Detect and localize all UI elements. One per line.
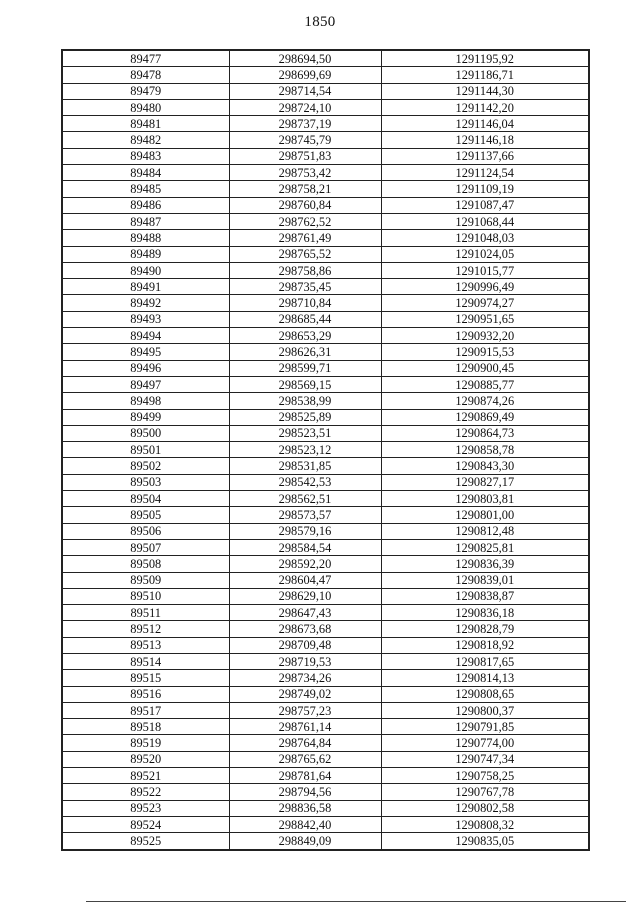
table-row: [62, 833, 589, 850]
y-coordinate-cell: 1290812,48: [381, 523, 589, 539]
point-number-cell: 89506: [62, 523, 229, 539]
point-number-cell: 89511: [62, 605, 229, 621]
point-number-cell: 89519: [62, 735, 229, 751]
table-row: [62, 637, 589, 653]
x-coordinate-cell: 298531,85: [229, 458, 381, 474]
point-number-cell: 89520: [62, 751, 229, 767]
table-row: [62, 181, 589, 197]
x-coordinate-cell: 298629,10: [229, 588, 381, 604]
y-coordinate-cell: 1290864,73: [381, 425, 589, 441]
x-coordinate-cell: 298562,51: [229, 491, 381, 507]
x-coordinate-cell: 298761,14: [229, 719, 381, 735]
table-row: [62, 458, 589, 474]
x-coordinate-cell: 298584,54: [229, 539, 381, 555]
table-row: [62, 800, 589, 816]
point-number-cell: 89489: [62, 246, 229, 262]
y-coordinate-cell: 1290974,27: [381, 295, 589, 311]
x-coordinate-cell: 298579,16: [229, 523, 381, 539]
x-coordinate-cell: 298781,64: [229, 768, 381, 784]
x-coordinate-cell: 298765,52: [229, 246, 381, 262]
x-coordinate-cell: 298794,56: [229, 784, 381, 800]
point-number-cell: 89518: [62, 719, 229, 735]
point-number-cell: 89516: [62, 686, 229, 702]
coordinates-table: [61, 49, 590, 851]
point-number-cell: 89509: [62, 572, 229, 588]
table-row: [62, 67, 589, 83]
x-coordinate-cell: 298735,45: [229, 279, 381, 295]
table-row: [62, 768, 589, 784]
table-row: [62, 507, 589, 523]
table-row: [62, 474, 589, 490]
x-coordinate-cell: 298724,10: [229, 99, 381, 115]
point-number-cell: 89525: [62, 833, 229, 850]
table-row: [62, 230, 589, 246]
table-row: [62, 360, 589, 376]
x-coordinate-cell: 298709,48: [229, 637, 381, 653]
y-coordinate-cell: 1291015,77: [381, 262, 589, 278]
table-row: [62, 686, 589, 702]
x-coordinate-cell: 298751,83: [229, 148, 381, 164]
point-number-cell: 89505: [62, 507, 229, 523]
y-coordinate-cell: 1290900,45: [381, 360, 589, 376]
point-number-cell: 89485: [62, 181, 229, 197]
y-coordinate-cell: 1290803,81: [381, 491, 589, 507]
y-coordinate-cell: 1290818,92: [381, 637, 589, 653]
table-row: [62, 116, 589, 132]
table-row: [62, 295, 589, 311]
x-coordinate-cell: 298761,49: [229, 230, 381, 246]
table-row: [62, 702, 589, 718]
point-number-cell: 89510: [62, 588, 229, 604]
page-number: 1850: [304, 14, 336, 30]
y-coordinate-cell: 1290808,65: [381, 686, 589, 702]
x-coordinate-cell: 298762,52: [229, 213, 381, 229]
point-number-cell: 89479: [62, 83, 229, 99]
y-coordinate-cell: 1290747,34: [381, 751, 589, 767]
y-coordinate-cell: 1291142,20: [381, 99, 589, 115]
x-coordinate-cell: 298538,99: [229, 393, 381, 409]
y-coordinate-cell: 1290932,20: [381, 328, 589, 344]
x-coordinate-cell: 298749,02: [229, 686, 381, 702]
table-row: [62, 523, 589, 539]
table-row: [62, 50, 589, 67]
point-number-cell: 89490: [62, 262, 229, 278]
point-number-cell: 89508: [62, 556, 229, 572]
table-row: [62, 784, 589, 800]
point-number-cell: 89513: [62, 637, 229, 653]
y-coordinate-cell: 1290808,32: [381, 816, 589, 832]
x-coordinate-cell: 298760,84: [229, 197, 381, 213]
table-row: [62, 279, 589, 295]
y-coordinate-cell: 1291186,71: [381, 67, 589, 83]
x-coordinate-cell: 298673,68: [229, 621, 381, 637]
point-number-cell: 89492: [62, 295, 229, 311]
table-row: [62, 83, 589, 99]
y-coordinate-cell: 1290915,53: [381, 344, 589, 360]
y-coordinate-cell: 1290802,58: [381, 800, 589, 816]
point-number-cell: 89517: [62, 702, 229, 718]
table-row: [62, 719, 589, 735]
x-coordinate-cell: 298842,40: [229, 816, 381, 832]
x-coordinate-cell: 298699,69: [229, 67, 381, 83]
x-coordinate-cell: 298757,23: [229, 702, 381, 718]
bottom-rule: [86, 901, 626, 902]
table-row: [62, 588, 589, 604]
y-coordinate-cell: 1290827,17: [381, 474, 589, 490]
x-coordinate-cell: 298737,19: [229, 116, 381, 132]
point-number-cell: 89521: [62, 768, 229, 784]
y-coordinate-cell: 1291195,92: [381, 50, 589, 67]
y-coordinate-cell: 1290874,26: [381, 393, 589, 409]
y-coordinate-cell: 1291068,44: [381, 213, 589, 229]
point-number-cell: 89503: [62, 474, 229, 490]
y-coordinate-cell: 1290835,05: [381, 833, 589, 850]
point-number-cell: 89478: [62, 67, 229, 83]
point-number-cell: 89501: [62, 442, 229, 458]
point-number-cell: 89504: [62, 491, 229, 507]
y-coordinate-cell: 1291124,54: [381, 165, 589, 181]
point-number-cell: 89497: [62, 376, 229, 392]
x-coordinate-cell: 298647,43: [229, 605, 381, 621]
point-number-cell: 89515: [62, 670, 229, 686]
x-coordinate-cell: 298573,57: [229, 507, 381, 523]
table-row: [62, 572, 589, 588]
x-coordinate-cell: 298765,62: [229, 751, 381, 767]
x-coordinate-cell: 298569,15: [229, 376, 381, 392]
table-row: [62, 197, 589, 213]
table-row: [62, 246, 589, 262]
table-row: [62, 621, 589, 637]
table-row: [62, 148, 589, 164]
point-number-cell: 89488: [62, 230, 229, 246]
x-coordinate-cell: 298734,26: [229, 670, 381, 686]
table-row: [62, 816, 589, 832]
table-row: [62, 670, 589, 686]
y-coordinate-cell: 1290838,87: [381, 588, 589, 604]
point-number-cell: 89524: [62, 816, 229, 832]
point-number-cell: 89486: [62, 197, 229, 213]
y-coordinate-cell: 1290839,01: [381, 572, 589, 588]
point-number-cell: 89498: [62, 393, 229, 409]
y-coordinate-cell: 1291137,66: [381, 148, 589, 164]
y-coordinate-cell: 1290801,00: [381, 507, 589, 523]
point-number-cell: 89491: [62, 279, 229, 295]
point-number-cell: 89500: [62, 425, 229, 441]
y-coordinate-cell: 1290774,00: [381, 735, 589, 751]
x-coordinate-cell: 298753,42: [229, 165, 381, 181]
x-coordinate-cell: 298714,54: [229, 83, 381, 99]
table-row: [62, 425, 589, 441]
x-coordinate-cell: 298604,47: [229, 572, 381, 588]
y-coordinate-cell: 1290996,49: [381, 279, 589, 295]
table-row: [62, 393, 589, 409]
point-number-cell: 89487: [62, 213, 229, 229]
point-number-cell: 89523: [62, 800, 229, 816]
table-row: [62, 409, 589, 425]
x-coordinate-cell: 298764,84: [229, 735, 381, 751]
x-coordinate-cell: 298694,50: [229, 50, 381, 67]
point-number-cell: 89495: [62, 344, 229, 360]
point-number-cell: 89483: [62, 148, 229, 164]
y-coordinate-cell: 1290814,13: [381, 670, 589, 686]
point-number-cell: 89481: [62, 116, 229, 132]
x-coordinate-cell: 298592,20: [229, 556, 381, 572]
y-coordinate-cell: 1290836,39: [381, 556, 589, 572]
y-coordinate-cell: 1291087,47: [381, 197, 589, 213]
y-coordinate-cell: 1291146,18: [381, 132, 589, 148]
point-number-cell: 89522: [62, 784, 229, 800]
table-row: [62, 165, 589, 181]
point-number-cell: 89477: [62, 50, 229, 67]
y-coordinate-cell: 1291146,04: [381, 116, 589, 132]
table-row: [62, 344, 589, 360]
table-row: [62, 262, 589, 278]
table-row: [62, 539, 589, 555]
coordinates-table-body: [62, 50, 589, 850]
x-coordinate-cell: 298685,44: [229, 311, 381, 327]
y-coordinate-cell: 1290951,65: [381, 311, 589, 327]
table-row: [62, 442, 589, 458]
y-coordinate-cell: 1290836,18: [381, 605, 589, 621]
table-row: [62, 213, 589, 229]
x-coordinate-cell: 298626,31: [229, 344, 381, 360]
table-row: [62, 556, 589, 572]
x-coordinate-cell: 298849,09: [229, 833, 381, 850]
point-number-cell: 89494: [62, 328, 229, 344]
x-coordinate-cell: 298523,51: [229, 425, 381, 441]
x-coordinate-cell: 298745,79: [229, 132, 381, 148]
table-row: [62, 328, 589, 344]
y-coordinate-cell: 1290791,85: [381, 719, 589, 735]
x-coordinate-cell: 298525,89: [229, 409, 381, 425]
y-coordinate-cell: 1290758,25: [381, 768, 589, 784]
x-coordinate-cell: 298653,29: [229, 328, 381, 344]
y-coordinate-cell: 1290828,79: [381, 621, 589, 637]
point-number-cell: 89514: [62, 653, 229, 669]
table-row: [62, 311, 589, 327]
y-coordinate-cell: 1290869,49: [381, 409, 589, 425]
table-row: [62, 376, 589, 392]
table-row: [62, 99, 589, 115]
point-number-cell: 89496: [62, 360, 229, 376]
x-coordinate-cell: 298758,86: [229, 262, 381, 278]
table-row: [62, 132, 589, 148]
point-number-cell: 89493: [62, 311, 229, 327]
point-number-cell: 89484: [62, 165, 229, 181]
y-coordinate-cell: 1291048,03: [381, 230, 589, 246]
y-coordinate-cell: 1290843,30: [381, 458, 589, 474]
point-number-cell: 89480: [62, 99, 229, 115]
y-coordinate-cell: 1290825,81: [381, 539, 589, 555]
point-number-cell: 89482: [62, 132, 229, 148]
point-number-cell: 89502: [62, 458, 229, 474]
point-number-cell: 89499: [62, 409, 229, 425]
table-row: [62, 491, 589, 507]
table-row: [62, 605, 589, 621]
table-row: [62, 735, 589, 751]
point-number-cell: 89507: [62, 539, 229, 555]
x-coordinate-cell: 298710,84: [229, 295, 381, 311]
y-coordinate-cell: 1290885,77: [381, 376, 589, 392]
y-coordinate-cell: 1291024,05: [381, 246, 589, 262]
y-coordinate-cell: 1290858,78: [381, 442, 589, 458]
y-coordinate-cell: 1291109,19: [381, 181, 589, 197]
y-coordinate-cell: 1290817,65: [381, 653, 589, 669]
x-coordinate-cell: 298523,12: [229, 442, 381, 458]
table-row: [62, 653, 589, 669]
x-coordinate-cell: 298599,71: [229, 360, 381, 376]
table-row: [62, 751, 589, 767]
x-coordinate-cell: 298719,53: [229, 653, 381, 669]
x-coordinate-cell: 298836,58: [229, 800, 381, 816]
x-coordinate-cell: 298758,21: [229, 181, 381, 197]
x-coordinate-cell: 298542,53: [229, 474, 381, 490]
y-coordinate-cell: 1291144,30: [381, 83, 589, 99]
y-coordinate-cell: 1290800,37: [381, 702, 589, 718]
y-coordinate-cell: 1290767,78: [381, 784, 589, 800]
point-number-cell: 89512: [62, 621, 229, 637]
